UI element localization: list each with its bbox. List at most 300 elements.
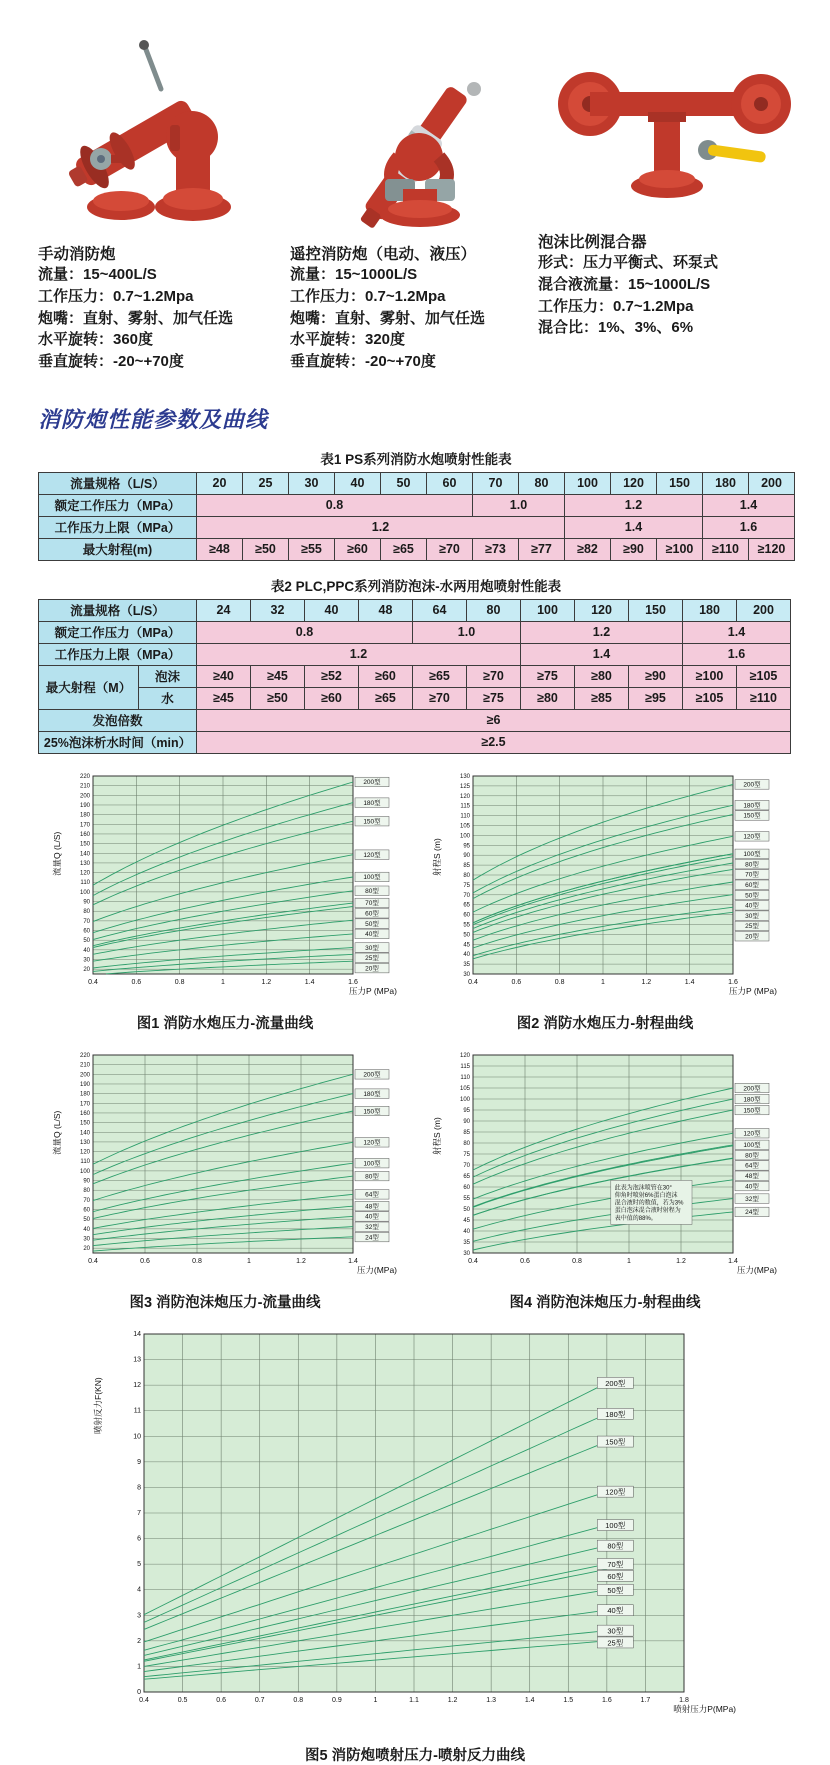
product-remote-monitor bbox=[290, 22, 538, 373]
t1-max-pressure-label: 工作压力上限（MPa） bbox=[39, 516, 197, 538]
svg-text:1: 1 bbox=[627, 1257, 631, 1265]
svg-text:20: 20 bbox=[83, 966, 90, 973]
model-label-30型 bbox=[355, 943, 389, 953]
table1-ps-series bbox=[38, 472, 795, 561]
svg-text:表中值的88%。: 表中值的88%。 bbox=[614, 1215, 657, 1222]
product-spec-line: 垂直旋转：-20~+70度 bbox=[290, 353, 436, 370]
t1-max-range-value: ≥120 bbox=[749, 538, 795, 560]
product-name: 泡沫比例混合器 bbox=[538, 234, 647, 251]
svg-text:60: 60 bbox=[463, 912, 470, 919]
t2-rated-pressure-value: 1.2 bbox=[521, 621, 683, 643]
svg-text:70: 70 bbox=[463, 892, 470, 899]
product-spec-line: 流量：15~1000L/S bbox=[290, 266, 418, 283]
manual-monitor-illustration bbox=[49, 29, 279, 234]
svg-text:1.6: 1.6 bbox=[348, 978, 358, 986]
t2-flow-value: 40 bbox=[305, 599, 359, 621]
t1-max-range-value: ≥73 bbox=[473, 538, 519, 560]
model-label-80型 bbox=[355, 1171, 389, 1181]
svg-text:0.9: 0.9 bbox=[331, 1696, 342, 1704]
svg-text:25型: 25型 bbox=[607, 1638, 624, 1648]
svg-text:1.4: 1.4 bbox=[524, 1696, 535, 1704]
t2-flow-value: 150 bbox=[629, 599, 683, 621]
svg-text:1.2: 1.2 bbox=[676, 1257, 686, 1265]
svg-text:140: 140 bbox=[79, 851, 90, 858]
svg-text:100型: 100型 bbox=[743, 850, 761, 858]
svg-text:170: 170 bbox=[79, 1101, 90, 1108]
model-label-64型 bbox=[735, 1160, 769, 1170]
svg-text:90: 90 bbox=[463, 852, 470, 859]
t2-water-range-value: ≥110 bbox=[737, 687, 791, 709]
svg-text:64型: 64型 bbox=[745, 1162, 759, 1170]
charts-row-1 bbox=[0, 770, 830, 1033]
svg-text:150型: 150型 bbox=[363, 1108, 381, 1116]
product-spec-line: 水平旋转：360度 bbox=[38, 331, 154, 349]
svg-text:2: 2 bbox=[137, 1637, 141, 1645]
model-label-25型 bbox=[597, 1637, 633, 1648]
figure-2-caption: 图2 消防水炮压力-射程曲线 bbox=[516, 1015, 694, 1032]
model-label-60型 bbox=[735, 880, 769, 890]
model-label-200型 bbox=[735, 779, 769, 789]
t1-max-range-value: ≥82 bbox=[565, 538, 611, 560]
model-label-48型 bbox=[735, 1171, 769, 1181]
svg-text:30: 30 bbox=[83, 1236, 90, 1243]
svg-text:190: 190 bbox=[79, 1081, 90, 1088]
svg-text:4: 4 bbox=[137, 1586, 141, 1594]
svg-text:100型: 100型 bbox=[605, 1520, 626, 1530]
svg-text:100: 100 bbox=[459, 1096, 470, 1103]
model-label-180型 bbox=[735, 800, 769, 810]
svg-text:120: 120 bbox=[459, 1052, 470, 1059]
model-label-60型 bbox=[597, 1570, 633, 1581]
svg-text:1: 1 bbox=[137, 1663, 141, 1671]
t1-flow-value: 100 bbox=[565, 472, 611, 494]
table2-title: 表2 PLC,PPC系列消防泡沫-水两用炮喷射性能表 bbox=[270, 578, 562, 594]
svg-text:1.3: 1.3 bbox=[486, 1696, 497, 1704]
t1-flow-value: 30 bbox=[289, 472, 335, 494]
t2-flow-label: 流量规格（L/S） bbox=[39, 599, 197, 621]
model-label-50型 bbox=[735, 890, 769, 900]
product-spec-line: 工作压力：0.7~1.2Mpa bbox=[290, 287, 446, 305]
t1-max-pressure-value: 1.4 bbox=[565, 516, 703, 538]
svg-text:210: 210 bbox=[79, 783, 90, 790]
svg-text:45: 45 bbox=[463, 942, 470, 949]
svg-text:80型: 80型 bbox=[745, 1152, 759, 1160]
svg-text:70: 70 bbox=[83, 1197, 90, 1204]
svg-text:35: 35 bbox=[463, 1239, 470, 1246]
svg-text:60: 60 bbox=[83, 928, 90, 935]
t2-max-pressure-value: 1.4 bbox=[521, 643, 683, 665]
svg-text:25型: 25型 bbox=[365, 954, 379, 962]
svg-text:50: 50 bbox=[83, 1216, 90, 1223]
svg-text:75: 75 bbox=[463, 882, 470, 889]
svg-text:65: 65 bbox=[463, 1173, 470, 1180]
svg-text:0.4: 0.4 bbox=[139, 1696, 149, 1704]
svg-text:180: 180 bbox=[79, 812, 90, 819]
svg-text:120: 120 bbox=[79, 1149, 90, 1156]
svg-text:100: 100 bbox=[459, 833, 470, 840]
t2-rated-pressure-value: 0.8 bbox=[197, 621, 413, 643]
model-label-120型 bbox=[735, 831, 769, 841]
svg-text:180型: 180型 bbox=[363, 1090, 381, 1098]
svg-text:210: 210 bbox=[79, 1062, 90, 1069]
t1-rated-pressure-value: 1.4 bbox=[703, 494, 795, 516]
svg-text:0.6: 0.6 bbox=[511, 978, 522, 986]
svg-text:0.6: 0.6 bbox=[520, 1257, 530, 1265]
t2-flow-value: 24 bbox=[197, 599, 251, 621]
model-label-200型 bbox=[355, 1069, 389, 1079]
model-label-50型 bbox=[355, 919, 389, 929]
t2-drain-value: ≥2.5 bbox=[197, 731, 791, 753]
model-label-200型 bbox=[597, 1377, 633, 1388]
svg-text:24型: 24型 bbox=[745, 1208, 759, 1216]
svg-text:0.7: 0.7 bbox=[254, 1696, 265, 1704]
svg-text:110: 110 bbox=[80, 1158, 90, 1165]
svg-text:75: 75 bbox=[463, 1151, 470, 1158]
svg-text:100: 100 bbox=[79, 889, 90, 896]
model-label-200型 bbox=[735, 1083, 769, 1093]
t1-flow-value: 150 bbox=[657, 472, 703, 494]
y-axis-label: 射程S (m) bbox=[432, 1116, 442, 1155]
svg-text:220: 220 bbox=[79, 773, 90, 780]
svg-text:120型: 120型 bbox=[363, 1139, 381, 1147]
svg-text:0.4: 0.4 bbox=[88, 1257, 98, 1265]
svg-text:1.4: 1.4 bbox=[348, 1257, 358, 1265]
t1-rated-pressure-value: 1.2 bbox=[565, 494, 703, 516]
x-axis-label: 喷射压力P(MPa) bbox=[673, 1703, 736, 1714]
t1-max-range-value: ≥77 bbox=[519, 538, 565, 560]
svg-text:8: 8 bbox=[137, 1484, 141, 1492]
t2-flow-value: 48 bbox=[359, 599, 413, 621]
svg-text:120: 120 bbox=[79, 870, 90, 877]
model-label-100型 bbox=[355, 872, 389, 882]
svg-text:1.5: 1.5 bbox=[563, 1696, 574, 1704]
svg-text:40型: 40型 bbox=[745, 902, 759, 910]
svg-text:200: 200 bbox=[79, 793, 90, 800]
t1-max-range-value: ≥48 bbox=[197, 538, 243, 560]
t1-flow-value: 80 bbox=[519, 472, 565, 494]
t2-foam-range-value: ≥70 bbox=[467, 665, 521, 687]
svg-text:1.2: 1.2 bbox=[641, 978, 652, 986]
x-axis-label: 压力P (MPa) bbox=[728, 985, 777, 996]
product-name: 遥控消防炮（电动、液压） bbox=[290, 246, 477, 263]
t1-flow-value: 180 bbox=[703, 472, 749, 494]
t2-rated-pressure-label: 额定工作压力（MPa） bbox=[39, 621, 197, 643]
svg-text:蛋白泡沫混合液时射程为: 蛋白泡沫混合液时射程为 bbox=[614, 1207, 681, 1214]
chart-water-range bbox=[429, 770, 781, 1010]
svg-text:60: 60 bbox=[463, 1184, 470, 1191]
svg-text:80: 80 bbox=[463, 1140, 470, 1147]
t1-max-pressure-value: 1.2 bbox=[197, 516, 565, 538]
t2-max-pressure-label: 工作压力上限（MPa） bbox=[39, 643, 197, 665]
t2-water-range-value: ≥105 bbox=[683, 687, 737, 709]
svg-text:1.2: 1.2 bbox=[296, 1257, 306, 1265]
model-label-100型 bbox=[597, 1519, 633, 1530]
manual-monitor-image bbox=[38, 22, 290, 234]
model-label-20型 bbox=[735, 931, 769, 941]
model-label-50型 bbox=[597, 1584, 633, 1595]
svg-text:1: 1 bbox=[247, 1257, 251, 1265]
svg-text:60: 60 bbox=[83, 1207, 90, 1214]
svg-text:180型: 180型 bbox=[743, 802, 761, 810]
svg-text:50: 50 bbox=[463, 932, 470, 939]
t1-max-range-value: ≥70 bbox=[427, 538, 473, 560]
svg-text:此表为泡沫喷管在30°: 此表为泡沫喷管在30° bbox=[614, 1185, 672, 1192]
t2-rated-pressure-value: 1.4 bbox=[683, 621, 791, 643]
svg-text:0.4: 0.4 bbox=[468, 1257, 478, 1265]
t2-foam-range-value: ≥100 bbox=[683, 665, 737, 687]
svg-text:1.2: 1.2 bbox=[447, 1696, 458, 1704]
svg-text:100: 100 bbox=[79, 1168, 90, 1175]
svg-text:95: 95 bbox=[463, 843, 470, 850]
t2-water-range-value: ≥80 bbox=[521, 687, 575, 709]
t1-flow-value: 25 bbox=[243, 472, 289, 494]
svg-text:0.8: 0.8 bbox=[572, 1257, 582, 1265]
chart-water-flow bbox=[49, 770, 401, 1010]
svg-text:40: 40 bbox=[463, 1228, 470, 1235]
svg-text:70: 70 bbox=[463, 1162, 470, 1169]
model-label-80型 bbox=[735, 859, 769, 869]
svg-text:45: 45 bbox=[463, 1217, 470, 1224]
svg-text:150: 150 bbox=[79, 1120, 90, 1127]
product-spec-line: 混合比：1%、3%、6% bbox=[538, 319, 694, 337]
product-manual-monitor bbox=[38, 22, 290, 373]
svg-text:120型: 120型 bbox=[743, 1130, 761, 1138]
model-label-180型 bbox=[355, 1089, 389, 1099]
svg-text:80型: 80型 bbox=[607, 1541, 624, 1551]
svg-text:30型: 30型 bbox=[745, 912, 759, 920]
svg-text:160: 160 bbox=[79, 1110, 90, 1117]
svg-text:200型: 200型 bbox=[363, 1071, 381, 1079]
svg-text:0.6: 0.6 bbox=[216, 1696, 227, 1704]
svg-text:90: 90 bbox=[83, 899, 90, 906]
svg-text:40型: 40型 bbox=[745, 1183, 759, 1191]
t1-flow-value: 20 bbox=[197, 472, 243, 494]
t2-foam-range-value: ≥75 bbox=[521, 665, 575, 687]
model-label-150型 bbox=[735, 810, 769, 820]
figure-3-caption: 图3 消防泡沫炮压力-流量曲线 bbox=[129, 1294, 321, 1311]
svg-text:90: 90 bbox=[83, 1178, 90, 1185]
svg-text:120型: 120型 bbox=[363, 851, 381, 859]
figure-5-caption: 图5 消防炮喷射压力-喷射反力曲线 bbox=[305, 1747, 525, 1764]
t1-max-range-value: ≥100 bbox=[657, 538, 703, 560]
svg-text:50型: 50型 bbox=[365, 920, 379, 928]
t2-water-range-value: ≥75 bbox=[467, 687, 521, 709]
svg-text:20型: 20型 bbox=[365, 965, 379, 973]
model-label-70型 bbox=[735, 869, 769, 879]
svg-text:0.8: 0.8 bbox=[293, 1696, 304, 1704]
svg-text:150型: 150型 bbox=[743, 812, 761, 820]
model-label-24型 bbox=[355, 1232, 389, 1242]
model-label-120型 bbox=[735, 1128, 769, 1138]
svg-text:1.6: 1.6 bbox=[728, 978, 738, 986]
svg-text:80: 80 bbox=[83, 1187, 90, 1194]
svg-text:130: 130 bbox=[79, 1139, 90, 1146]
svg-text:125: 125 bbox=[459, 783, 470, 790]
model-label-80型 bbox=[735, 1150, 769, 1160]
model-label-80型 bbox=[597, 1540, 633, 1551]
t2-max-range-label: 最大射程（M） bbox=[39, 665, 139, 709]
svg-text:100型: 100型 bbox=[743, 1141, 761, 1149]
svg-text:3: 3 bbox=[137, 1612, 141, 1620]
model-label-100型 bbox=[355, 1158, 389, 1168]
chart-foam-range bbox=[429, 1049, 781, 1289]
model-label-25型 bbox=[735, 921, 769, 931]
svg-text:25型: 25型 bbox=[745, 922, 759, 930]
svg-text:200型: 200型 bbox=[605, 1378, 626, 1388]
model-label-120型 bbox=[355, 850, 389, 860]
t2-max-pressure-value: 1.2 bbox=[197, 643, 521, 665]
svg-text:32型: 32型 bbox=[745, 1195, 759, 1203]
t1-max-range-value: ≥60 bbox=[335, 538, 381, 560]
y-axis-label: 流量Q (L/S) bbox=[52, 831, 62, 876]
t1-flow-value: 50 bbox=[381, 472, 427, 494]
svg-text:115: 115 bbox=[460, 803, 470, 810]
svg-text:200型: 200型 bbox=[363, 778, 381, 786]
svg-text:220: 220 bbox=[79, 1052, 90, 1059]
svg-text:0.4: 0.4 bbox=[88, 978, 98, 986]
figure-4-caption: 图4 消防泡沫炮压力-射程曲线 bbox=[509, 1294, 701, 1311]
model-label-60型 bbox=[355, 908, 389, 918]
svg-text:0.8: 0.8 bbox=[192, 1257, 202, 1265]
t1-rated-pressure-value: 0.8 bbox=[197, 494, 473, 516]
model-label-150型 bbox=[735, 1105, 769, 1115]
figure-1-caption: 图1 消防水炮压力-流量曲线 bbox=[136, 1015, 314, 1032]
svg-text:1.1: 1.1 bbox=[409, 1696, 419, 1704]
t2-flow-value: 100 bbox=[521, 599, 575, 621]
model-label-80型 bbox=[355, 886, 389, 896]
svg-text:20: 20 bbox=[83, 1245, 90, 1252]
svg-text:30型: 30型 bbox=[607, 1626, 624, 1636]
t2-foam-range-value: ≥90 bbox=[629, 665, 683, 687]
svg-text:1.4: 1.4 bbox=[304, 978, 315, 986]
t2-foam-range-value: ≥45 bbox=[251, 665, 305, 687]
figure-3 bbox=[49, 1049, 401, 1312]
svg-text:160: 160 bbox=[79, 831, 90, 838]
svg-text:40型: 40型 bbox=[365, 1213, 379, 1221]
model-label-30型 bbox=[597, 1625, 633, 1636]
model-label-150型 bbox=[597, 1436, 633, 1447]
t1-max-range-value: ≥110 bbox=[703, 538, 749, 560]
chart-reaction-force bbox=[90, 1326, 740, 1742]
t2-flow-value: 32 bbox=[251, 599, 305, 621]
t2-foam-range-value: ≥65 bbox=[413, 665, 467, 687]
svg-text:80型: 80型 bbox=[365, 887, 379, 895]
model-label-150型 bbox=[355, 816, 389, 826]
product-spec-line: 水平旋转：320度 bbox=[290, 331, 406, 349]
product-spec-line: 工作压力：0.7~1.2Mpa bbox=[38, 287, 194, 305]
t1-flow-value: 70 bbox=[473, 472, 519, 494]
model-label-120型 bbox=[355, 1137, 389, 1147]
svg-text:130: 130 bbox=[79, 860, 90, 867]
svg-text:85: 85 bbox=[463, 862, 470, 869]
svg-text:1.4: 1.4 bbox=[684, 978, 695, 986]
model-label-40型 bbox=[735, 1181, 769, 1191]
svg-text:40: 40 bbox=[83, 1226, 90, 1233]
model-label-40型 bbox=[735, 900, 769, 910]
t2-flow-value: 200 bbox=[737, 599, 791, 621]
y-axis-label: 流量Q (L/S) bbox=[52, 1110, 62, 1155]
svg-text:180型: 180型 bbox=[363, 799, 381, 807]
model-label-70型 bbox=[355, 898, 389, 908]
t2-foaming-value: ≥6 bbox=[197, 709, 791, 731]
t2-foam-range-value: ≥105 bbox=[737, 665, 791, 687]
model-label-40型 bbox=[597, 1604, 633, 1615]
svg-text:30型: 30型 bbox=[365, 944, 379, 952]
t2-drain-label: 25%泡沫析水时间（min） bbox=[39, 731, 197, 753]
svg-text:70型: 70型 bbox=[745, 871, 759, 879]
t2-flow-value: 120 bbox=[575, 599, 629, 621]
svg-text:30: 30 bbox=[463, 971, 470, 978]
t2-foam-range-value: ≥52 bbox=[305, 665, 359, 687]
svg-text:13: 13 bbox=[133, 1356, 141, 1364]
svg-text:110: 110 bbox=[80, 879, 90, 886]
svg-text:120型: 120型 bbox=[605, 1487, 626, 1497]
svg-text:24型: 24型 bbox=[365, 1234, 379, 1242]
svg-text:1.2: 1.2 bbox=[261, 978, 272, 986]
svg-text:50型: 50型 bbox=[745, 892, 759, 900]
svg-text:180型: 180型 bbox=[743, 1096, 761, 1103]
t2-water-range-value: ≥70 bbox=[413, 687, 467, 709]
svg-text:100型: 100型 bbox=[363, 873, 381, 881]
model-label-24型 bbox=[735, 1207, 769, 1217]
t1-max-pressure-value: 1.6 bbox=[703, 516, 795, 538]
t1-rated-pressure-label: 额定工作压力（MPa） bbox=[39, 494, 197, 516]
product-spec-line: 垂直旋转：-20~+70度 bbox=[38, 353, 184, 370]
svg-text:12: 12 bbox=[133, 1381, 141, 1389]
svg-text:60型: 60型 bbox=[607, 1571, 624, 1581]
t1-rated-pressure-value: 1.0 bbox=[473, 494, 565, 516]
foam-proportioner-image bbox=[538, 36, 808, 222]
svg-text:150型: 150型 bbox=[605, 1437, 626, 1447]
model-label-30型 bbox=[735, 911, 769, 921]
t2-foam-sublabel: 泡沫 bbox=[139, 665, 197, 687]
svg-text:50: 50 bbox=[83, 937, 90, 944]
t1-max-range-value: ≥50 bbox=[243, 538, 289, 560]
svg-text:95: 95 bbox=[463, 1107, 470, 1114]
svg-text:0: 0 bbox=[137, 1688, 141, 1696]
products-section bbox=[0, 0, 830, 373]
svg-text:0.8: 0.8 bbox=[174, 978, 185, 986]
figure-1 bbox=[49, 770, 401, 1033]
svg-text:80型: 80型 bbox=[365, 1173, 379, 1181]
t1-max-range-value: ≥90 bbox=[611, 538, 657, 560]
svg-text:50: 50 bbox=[463, 1206, 470, 1213]
charts-row-2 bbox=[0, 1049, 830, 1312]
svg-text:140: 140 bbox=[79, 1130, 90, 1137]
svg-text:55: 55 bbox=[463, 1195, 470, 1202]
model-label-180型 bbox=[355, 798, 389, 808]
t1-max-range-value: ≥55 bbox=[289, 538, 335, 560]
svg-text:30: 30 bbox=[83, 957, 90, 964]
product-specs bbox=[38, 264, 290, 373]
svg-text:1: 1 bbox=[221, 978, 225, 986]
product-foam-proportioner bbox=[538, 22, 808, 373]
product-specs bbox=[538, 252, 808, 339]
svg-text:1.4: 1.4 bbox=[728, 1257, 738, 1265]
svg-text:5: 5 bbox=[137, 1560, 141, 1568]
svg-text:1.6: 1.6 bbox=[601, 1696, 612, 1704]
svg-text:1: 1 bbox=[373, 1696, 378, 1704]
svg-text:200型: 200型 bbox=[743, 781, 761, 789]
svg-text:70型: 70型 bbox=[365, 899, 379, 907]
svg-text:105: 105 bbox=[459, 823, 470, 830]
t2-foaming-label: 发泡倍数 bbox=[39, 709, 197, 731]
remote-monitor-illustration bbox=[299, 29, 529, 234]
svg-text:120型: 120型 bbox=[743, 833, 761, 841]
model-label-150型 bbox=[355, 1106, 389, 1116]
svg-text:70型: 70型 bbox=[607, 1559, 624, 1569]
figure-4 bbox=[429, 1049, 781, 1312]
